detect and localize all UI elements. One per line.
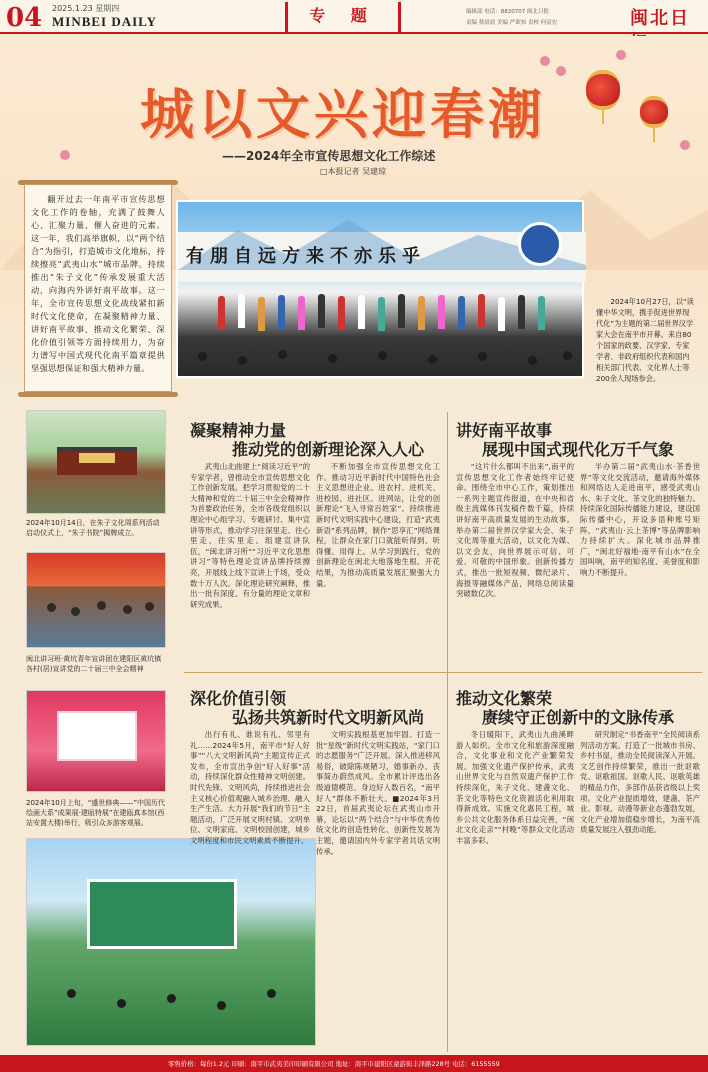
article-3-title-line2: 弘扬共筑新时代文明新风尚	[232, 708, 425, 727]
plum-blossom-icon	[556, 66, 566, 76]
byline: □本报记者 吴建琼	[320, 167, 387, 176]
article-1-title-line2: 推动党的创新理论深入人心	[232, 440, 425, 459]
article-3-col2: 文明实践根基更加牢固。打造一批“星级”新时代文明实践站，“家门口的志愿服务”广泛开展。深入推进移风易俗，破除陈规陋习，婚事新办、丧事简办蔚然成风。全市累计评选出各级道德模范、身边好人数百名，“南平好人”群体不断壮大。■2024年3月22日，首届武夷论坛在武夷山市开幕，论坛以“两个结合”与中华优秀传统文化的创造性转化、创新性发展为主题，邀请国内外专家学者共话文明传承。	[316, 730, 440, 856]
section-title-cn: 专 题	[309, 6, 377, 25]
article-3-title-line1: 深化价值引领	[190, 689, 287, 708]
main-title: 城以文兴迎春潮	[140, 82, 546, 146]
column-divider	[447, 412, 448, 1052]
section-label	[285, 2, 401, 32]
forum-stage-photo	[26, 838, 316, 1046]
intro-text: 翻开过去一年南平市宣传思想文化工作的卷轴，充满了鼓舞人心、汇聚力量、催人奋进的元素。这一年，我们高举旗帜，以“两个结合”为指引，打造城市文化地标，持续擦亮“武夷山水”城市品牌。持续推出“朱子文化”传承发展重大活动，向海内外讲好南平故事。这一年，全市宣传思想文化战线紧扣新时代文化使命，在凝聚精神力量、讲好南平故事、推动文化繁荣、深化价值引领等方面持续用力，为奋力谱写中国式现代化南平篇章提供坚强思想保证和强大精神力量。	[31, 194, 165, 373]
plum-blossom-icon	[540, 56, 550, 66]
side-photo-3	[26, 690, 166, 792]
article-4-title-line1: 推动文化繁荣	[456, 689, 553, 708]
editor-info-line2: 责编 蔡晨晨 美编 严欲知 责校 何富宏	[466, 20, 558, 26]
audience	[178, 342, 586, 380]
stage-performers	[208, 292, 558, 332]
main-photo-caption-box	[596, 296, 696, 383]
editor-info-line1: 编辑部 电话：8820707 闽北日报	[466, 9, 549, 15]
row-divider	[184, 672, 702, 673]
plum-blossom-icon	[680, 140, 690, 150]
stage-banner: 有朋自远方来不亦乐乎	[186, 246, 426, 267]
lantern-icon	[586, 70, 620, 124]
paper-name-en: MINBEI DAILY	[52, 14, 158, 29]
intro-scroll	[24, 184, 172, 392]
article-4-col2: 研究制定“书香南平”全民阅读系列活动方案。打造了一批城市书房、乡村书屋，推动全民阅读深入开展。文艺创作持续繁荣，推出一批讴歌党、讴歌祖国、讴歌人民、讴歌英雄的精品力作，多部作品获省级以上奖项。文化产业提质增效，建盏、茶产业、影视、动漫等新业态蓬勃发展，文化产业增加值稳步增长，为南平高质量发展注入强劲动能。	[580, 730, 700, 835]
side-photo-2	[26, 552, 166, 648]
plaque-icon	[79, 453, 115, 463]
side-photo-2-caption: 闽北讲习班·黄坑青年宣讲团在建阳区黄坑镇各村(居)宣讲党的二十届三中全会精神	[26, 655, 162, 673]
side-photo-1	[26, 410, 166, 514]
main-photo	[176, 200, 584, 378]
article-2-title-line2: 展现中国式现代化万千气象	[482, 440, 675, 459]
issue-date: 2025.1.23 星期四	[52, 4, 120, 13]
article-4-title-line2: 赓续守正创新中的文脉传承	[482, 708, 675, 727]
article-1-col1: 武夷山北曲建上“阅读习近平”的专家学者，曾推动全市宣传思想文化工作创新发展。把学习贯彻党的二十大精神和党的二十届三中全会精神作为首要政治任务，全市各级党组织以理论中心组学习、专题研讨、集中宣讲等形式，推动学习往深里走、往心里走、往实里走。组建宣讲队伍，“闽北讲习所”“习近平文化思想讲习”等特色理论宣讲品牌持续擦亮，开展线上线下宣讲上千场，受众数十万人次。深化理论研究阐释，推出一批有深度、有分量的理论文章和研究成果。	[190, 462, 310, 609]
lantern-icon	[640, 96, 668, 142]
side-photo-3-caption: 2024年10月上旬，“盛世修典——”中国历代绘画大系”成果展·建瓯特展”在建瓯真本馆(西站安置大楼)举行，吸引众多游客观展。	[26, 799, 165, 827]
exhibit-panel-icon	[57, 711, 137, 761]
forum-screen-icon	[87, 879, 237, 949]
scroll-rod-bottom	[18, 392, 178, 397]
page-number: 04	[6, 3, 43, 33]
article-1-title-line1: 凝聚精神力量	[190, 421, 287, 440]
article-2-title-line1: 讲好南平故事	[456, 421, 553, 440]
article-1-col2: 不断加强全市宣传思想文化工作。推动习近平新时代中国特色社会主义思想进企业、进农村、进机关、进校园、进社区、进网站，让党的创新理论“飞入寻常百姓家”。持续推进新时代文明实践中心建设，打造“武夷新语”系列品牌，制作“思享汇”网络课程，让群众在家门口就能听得到、听得懂、用得上。从学习到践行，党的创新理论在闽北大地落地生根、开花结果，为推动高质量发展汇聚强大力量。	[316, 462, 440, 588]
newspaper-logo: 闽北日	[630, 8, 690, 29]
plum-blossom-icon	[60, 150, 70, 160]
footer: 零售价格：每份1.2元 印刷：南平市武夷美印印刷有限公司 地址：南平市建阳区童游街丰泽路228号 电话：6155559	[0, 1055, 708, 1072]
article-4-col1: 冬日暖阳下，武夷山九曲溪畔游人如织。全市文化和旅游深度融合，文化事业和文化产业繁荣发展。加强文化遗产保护传承，武夷山世界文化与自然双遗产保护工作持续深化，朱子文化、建盏文化、茶文化等特色文化资源活化利用取得新成效。实施文化惠民工程，城乡公共文化服务体系日益完善，“闽北文化走亲”“村晚”等群众文化活动丰富多彩。	[456, 730, 574, 845]
conference-emblem-icon	[518, 222, 562, 266]
article-3-col1: 出行有礼、谁说有礼、邻里有礼……2024年5月，南平市“好人好事”“八大文明新风尚”主题宣传正式发布，全市宣出争创“好人好事”活动，持续深化群众性精神文明创建。时代先锋、文明风尚，持续推进社会主义核心价值观融入城乡治理、融入生产生活。大力开展“我们的节日”主题活动，广泛开展文明村镇、文明单位、文明家庭、文明校园创建，城乡文明程度和市民文明素质不断提升。	[190, 730, 310, 845]
side-photo-1-caption: 2024年10月14日，在朱子文化周系列活动启动仪式上，“朱子书院”揭牌成立。	[26, 519, 160, 537]
article-2-col1: “这片什么都叫不出来”,南平的宣传思想文化工作者始终牢记使命。围绕全市中心工作，策划推出一系列主题宣传报道，在中央和省级主流媒体刊发稿件数千篇，持续讲好南平高质量发展的生动故事。举办第二届世界汉学家大会、朱子文化周等重大活动，以文化为媒、以文会友，向世界展示可信、可爱、可敬的中国形象。创新传播方式，推出一批短视频、微纪录片、海报等融媒体产品，网络总阅读量突破数亿次。	[456, 462, 574, 599]
article-2-col2: 半办第二届“武夷山水·茶香世界”等文化交流活动，邀请海外媒体和网络达人走进南平，感受武夷山水、朱子文化、茶文化的独特魅力。持续深化国际传播能力建设，建设国际传播中心，开设多语种账号矩阵，“武夷山·云上茶博”等品牌影响力持续扩大。深化城市品牌推广，“闽北好福地·南平有山水”在全国叫响，南平的知名度、美誉度和影响力不断提升。	[580, 462, 700, 577]
subtitle: ——2024年全市宣传思想文化工作综述	[222, 149, 436, 163]
plum-blossom-icon	[616, 50, 626, 60]
main-photo-caption: 2024年10月27日，以“读懂中华文明，携手促进世界现代化”为主题的第二届世界汉学家大会在南平市开幕。来自80个国家的政要、汉学家、专家学者、非政府组织代表和国内相关部门代表、文化界人士等200余人现场参会。	[596, 297, 694, 383]
